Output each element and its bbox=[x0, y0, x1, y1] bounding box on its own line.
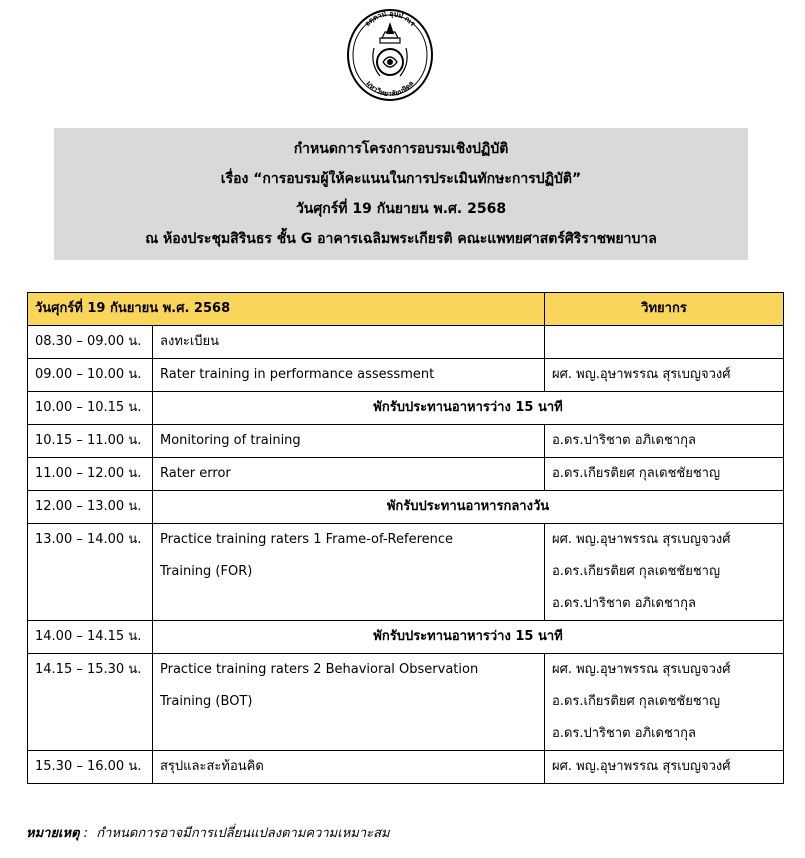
topic-cell: Monitoring of training bbox=[153, 425, 545, 458]
header-date: วันศุกร์ที่ 19 กันยายน พ.ศ. 2568 bbox=[295, 201, 507, 217]
table-row bbox=[28, 654, 784, 751]
table-row bbox=[28, 326, 784, 359]
footnote-label: หมายเหตุ bbox=[26, 826, 80, 841]
speaker-cell bbox=[545, 654, 784, 751]
topic-cell: ลงทะเบียน bbox=[153, 326, 545, 359]
break-row bbox=[28, 491, 784, 524]
svg-text:อตฺตานํ อุปมํ กเร: อตฺตานํ อุปมํ กเร bbox=[363, 9, 417, 28]
schedule-table bbox=[27, 292, 784, 784]
header-venue: ณ ห้องประชุมสิรินธร ชั้น G อาคารเฉลิมพระเกียรติ คณะแพทยศาสตร์ศิริราชพยาบาล bbox=[145, 231, 657, 247]
speaker-name: ผศ. พญ.อุษาพรรณ สุรเบญจวงศ์ bbox=[552, 662, 731, 677]
time-cell: 12.00 – 13.00 น. bbox=[28, 491, 153, 524]
time-cell: 14.00 – 14.15 น. bbox=[28, 621, 153, 654]
header-subject: เรื่อง “การอบรมผู้ให้คะแนนในการประเมินทักษะการปฏิบัติ” bbox=[220, 171, 582, 187]
speaker-name: อ.ดร.เกียรติยศ กุลเดชชัยชาญ bbox=[552, 564, 721, 579]
time-cell: 15.30 – 16.00 น. bbox=[28, 751, 153, 784]
header-date-cell: วันศุกร์ที่ 19 กันยายน พ.ศ. 2568 bbox=[28, 293, 545, 326]
topic-cell bbox=[153, 654, 545, 751]
topic-cell bbox=[153, 524, 545, 621]
time-cell: 10.15 – 11.00 น. bbox=[28, 425, 153, 458]
header-banner bbox=[54, 128, 748, 260]
time-cell: 08.30 – 09.00 น. bbox=[28, 326, 153, 359]
speaker-name: อ.ดร.ปาริชาต อภิเดชากุล bbox=[552, 726, 696, 741]
topic-line: Practice training raters 1 Frame-of-Reference bbox=[160, 532, 454, 547]
time-cell: 14.15 – 15.30 น. bbox=[28, 654, 153, 751]
header-speaker-cell: วิทยากร bbox=[545, 293, 784, 326]
time-cell: 09.00 – 10.00 น. bbox=[28, 359, 153, 392]
topic-cell: Rater training in performance assessment bbox=[153, 359, 545, 392]
table-row bbox=[28, 425, 784, 458]
table-row bbox=[28, 359, 784, 392]
topic-line: Training (BOT) bbox=[160, 694, 253, 709]
time-cell: 10.00 – 10.15 น. bbox=[28, 392, 153, 425]
break-cell: พักรับประทานอาหารว่าง 15 นาที bbox=[153, 621, 784, 654]
speaker-cell: อ.ดร.เกียรติยศ กุลเดชชัยชาญ bbox=[545, 458, 784, 491]
speaker-name: อ.ดร.ปาริชาต อภิเดชากุล bbox=[552, 596, 696, 611]
time-cell: 11.00 – 12.00 น. bbox=[28, 458, 153, 491]
svg-text:มหาวิทยาลัยมหิดล: มหาวิทยาลัยมหิดล bbox=[364, 79, 416, 99]
speaker-cell bbox=[545, 326, 784, 359]
footnote bbox=[26, 822, 390, 843]
break-cell: พักรับประทานอาหารกลางวัน bbox=[153, 491, 784, 524]
break-cell: พักรับประทานอาหารว่าง 15 นาที bbox=[153, 392, 784, 425]
topic-cell: Rater error bbox=[153, 458, 545, 491]
table-header-row bbox=[28, 293, 784, 326]
speaker-cell bbox=[545, 524, 784, 621]
table-row bbox=[28, 751, 784, 784]
topic-cell: สรุปและสะท้อนคิด bbox=[153, 751, 545, 784]
speaker-cell: ผศ. พญ.อุษาพรรณ สุรเบญจวงศ์ bbox=[545, 751, 784, 784]
table-row bbox=[28, 458, 784, 491]
speaker-name: อ.ดร.เกียรติยศ กุลเดชชัยชาญ bbox=[552, 694, 721, 709]
time-cell: 13.00 – 14.00 น. bbox=[28, 524, 153, 621]
footnote-text: กำหนดการอาจมีการเปลี่ยนแปลงตามความเหมาะสม bbox=[96, 826, 390, 841]
header-title: กำหนดการโครงการอบรมเชิงปฏิบัติ bbox=[293, 141, 509, 157]
topic-line: Practice training raters 2 Behavioral Observation bbox=[160, 662, 479, 677]
table-row bbox=[28, 524, 784, 621]
speaker-cell: ผศ. พญ.อุษาพรรณ สุรเบญจวงศ์ bbox=[545, 359, 784, 392]
university-seal-logo bbox=[346, 8, 434, 102]
speaker-name: ผศ. พญ.อุษาพรรณ สุรเบญจวงศ์ bbox=[552, 532, 731, 547]
break-row bbox=[28, 621, 784, 654]
topic-line: Training (FOR) bbox=[160, 564, 253, 579]
speaker-cell: อ.ดร.ปาริชาต อภิเดชากุล bbox=[545, 425, 784, 458]
break-row bbox=[28, 392, 784, 425]
footnote-colon: : bbox=[79, 826, 97, 841]
